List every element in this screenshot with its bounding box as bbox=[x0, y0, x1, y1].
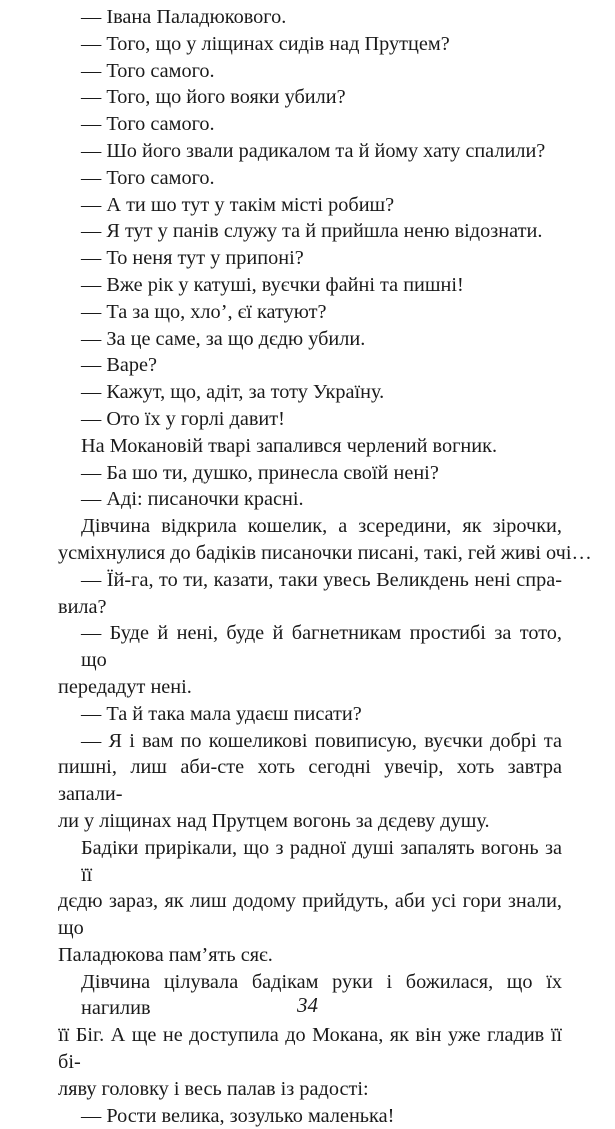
text-line: — Кажут, що, адіт, за тоту Україну. bbox=[81, 381, 385, 404]
text-line: — Я тут у панів служу та й прийшла неню відознати. bbox=[81, 220, 543, 243]
text-line: — Та й така мала удаєш писати? bbox=[81, 702, 362, 725]
text-line: — Того самого. bbox=[81, 166, 215, 189]
page-body-text bbox=[58, 4, 592, 1129]
text-line: — Івана Паладюкового. bbox=[81, 6, 287, 28]
text-line: — А ти шо тут у такім місті робиш? bbox=[81, 193, 395, 216]
text-line: — Варе? bbox=[81, 354, 158, 377]
text-line: дєдю зараз, як лиш додому прийдуть, аби усі гори знали, що bbox=[58, 890, 562, 940]
text-line: її Біг. А ще не доступила до Мокана, як він уже гладив її бі- bbox=[58, 1024, 562, 1074]
text-line: Дівчина цілувала бадікам руки і божилася, що їх нагилив bbox=[81, 970, 562, 1020]
text-line: — Того, що його вояки убили? bbox=[81, 86, 346, 109]
text-line: Бадіки прирікали, що з радної душі запалять вогонь за її bbox=[81, 836, 562, 886]
text-line: — Рости велика, зозулько маленька! bbox=[81, 1104, 395, 1127]
text-line: пишні, лиш аби-сте хоть сегодні увечір, хоть завтра запали- bbox=[58, 756, 562, 806]
text-line: — Того самого. bbox=[81, 59, 215, 82]
text-line: — Я і вам по кошеликові повиписую, вуєчки добрі та bbox=[81, 729, 562, 752]
text-line: — Шо його звали радикалом та й йому хату спалили? bbox=[81, 139, 546, 162]
text-line: вила? bbox=[58, 595, 107, 618]
page-number: 34 bbox=[297, 993, 318, 1017]
text-line: — За це саме, за що дєдю убили. bbox=[81, 327, 366, 350]
text-line: ляву головку і весь палав із радості: bbox=[58, 1077, 369, 1100]
text-line: — Та за що, хло’, єї катуют? bbox=[81, 300, 327, 323]
text-line: Дівчина відкрила кошелик, а зсередини, як зірочки, bbox=[81, 515, 562, 538]
text-line: — То неня тут у припоні? bbox=[81, 247, 304, 270]
text-line: усміхнулися до бадіків писаночки писані, такі, гей живі очі… bbox=[58, 541, 592, 564]
text-line: — Того, що у ліщинах сидів над Прутцем? bbox=[81, 32, 450, 55]
text-line: — Буде й нені, буде й багнетникам простибі за тото, що bbox=[81, 622, 562, 672]
text-line: На Мокановій тварі запалився черлений вогник. bbox=[81, 434, 498, 457]
text-line: — Вже рік у катуші, вуєчки файні та пишні! bbox=[81, 273, 464, 296]
text-line: — Того самого. bbox=[81, 113, 215, 136]
text-line: ли у ліщинах над Прутцем вогонь за дєдеву душу. bbox=[58, 809, 490, 832]
text-line: Паладюкова пам’ять сяє. bbox=[58, 943, 273, 966]
text-line: — Ото їх у горлі давит! bbox=[81, 407, 285, 430]
text-line: передадут нені. bbox=[58, 675, 192, 698]
text-line: — Ба шо ти, душко, принесла своїй нені? bbox=[81, 461, 439, 484]
text-line: — Аді: писаночки красні. bbox=[81, 488, 304, 511]
text-line: — Їй-га, то ти, казати, таки увесь Великдень нені спра- bbox=[81, 568, 562, 591]
